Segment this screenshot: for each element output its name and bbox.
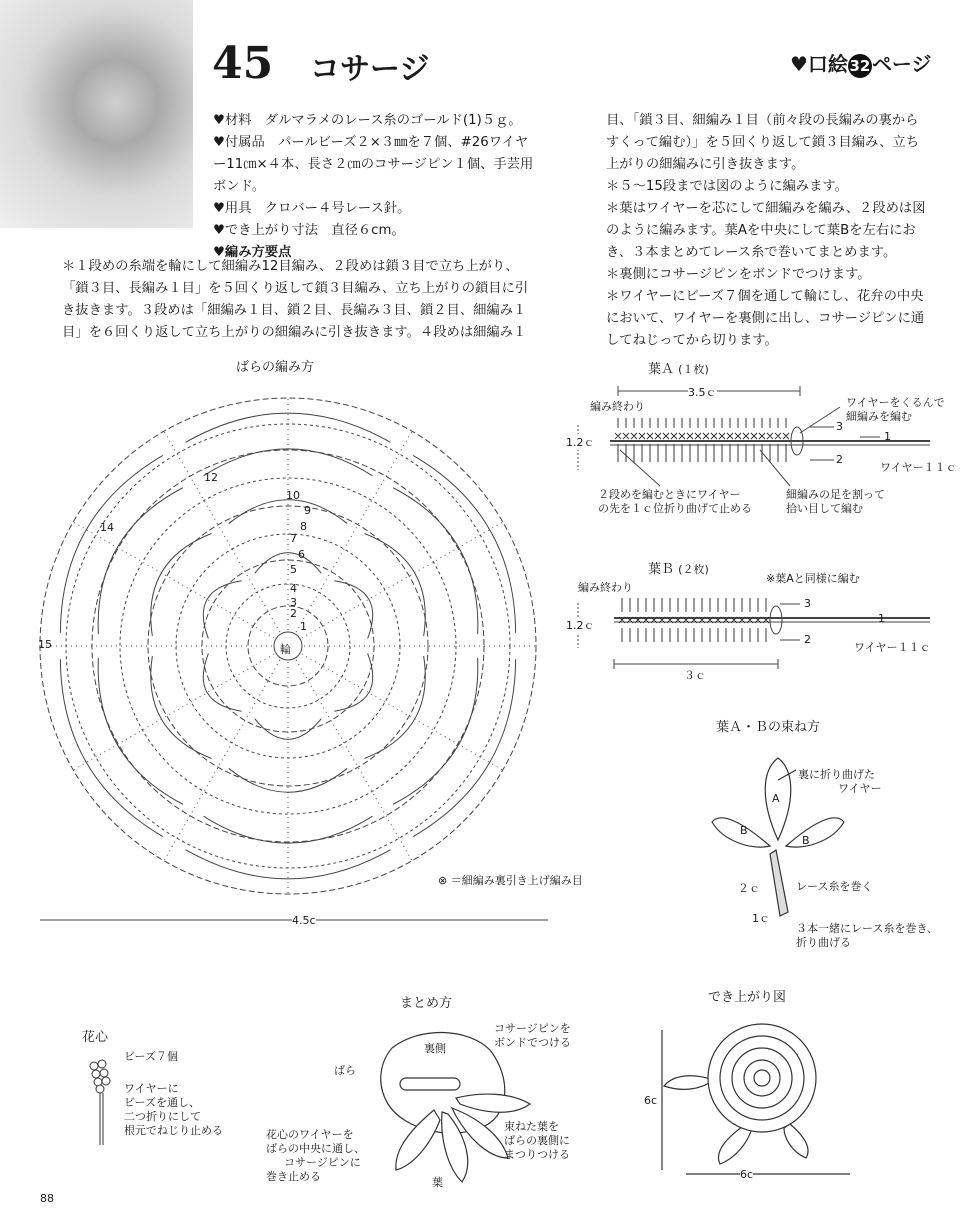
finished-title: でき上がり図 bbox=[708, 990, 787, 1005]
leaf-b-title: 葉Ｂ (２枚) bbox=[648, 562, 709, 577]
leaf-b-height: 1.2ｃ bbox=[566, 619, 595, 632]
assembly-rose: ばら bbox=[334, 1064, 356, 1077]
row-8: 8 bbox=[300, 520, 307, 533]
leaf-a-end: 編み終わり bbox=[590, 400, 645, 413]
leaf-b-diagram bbox=[578, 598, 930, 669]
assembly-leaves3: まつりつける bbox=[504, 1148, 570, 1161]
bundle-title: 葉Ａ・Ｂの束ね方 bbox=[716, 720, 821, 735]
row-3: 3 bbox=[290, 596, 297, 609]
core-t3: 二つ折りにして bbox=[124, 1110, 201, 1123]
bundle-fold2: ワイヤー bbox=[838, 782, 882, 795]
leaf-a-note2b: 拾い目して編む bbox=[786, 502, 863, 515]
leaf-a-wrap: ワイヤーをくるんで bbox=[846, 396, 945, 409]
assembly-wire2: ばらの中央に通し、 bbox=[266, 1142, 365, 1155]
leaf-a-title: 葉Ａ (１枚) bbox=[648, 362, 709, 377]
leaf-b-note: ※葉Aと同様に編む bbox=[766, 572, 860, 585]
assembly-pin: コサージピンを bbox=[494, 1022, 571, 1035]
core-t2: ビーズを通し、 bbox=[124, 1096, 201, 1109]
assembly-leaf: 葉 bbox=[432, 1176, 443, 1189]
leaf-b-end: 編み終わり bbox=[578, 581, 633, 594]
leaf-a-r2: 2 bbox=[836, 453, 843, 466]
row-7: 7 bbox=[290, 532, 297, 545]
leaf-a-r1: 1 bbox=[884, 430, 891, 443]
assembly-leaves: 束ねた葉を bbox=[504, 1120, 559, 1133]
row-10: 10 bbox=[286, 489, 300, 502]
row-2: 2 bbox=[290, 607, 297, 620]
leaf-a-width: 3.5ｃ bbox=[688, 386, 717, 399]
core-diagram bbox=[90, 1060, 110, 1145]
bundle-d2: ２ｃ bbox=[738, 882, 760, 895]
assembly-pin2: ボンドでつける bbox=[494, 1036, 571, 1049]
rose-legend: ⊗ ＝細編み裏引き上げ編み目 bbox=[438, 874, 583, 887]
assembly-leaves2: ばらの裏側に bbox=[504, 1134, 570, 1147]
assembly-wire1: 花心のワイヤーを bbox=[266, 1128, 354, 1141]
leaf-b-r2: 2 bbox=[804, 633, 811, 646]
row-5: 5 bbox=[290, 563, 297, 576]
assembly-wire4: 巻き止める bbox=[266, 1170, 321, 1183]
finished-height: 6c bbox=[644, 1094, 658, 1107]
leaf-a-wrap2: 細編みを編む bbox=[846, 410, 912, 423]
row-1: 1 bbox=[300, 620, 307, 633]
bundle-b-left: B bbox=[740, 824, 748, 837]
bundle-lace: レース糸を巻く bbox=[796, 880, 873, 893]
pattern-number: 45 bbox=[212, 38, 274, 89]
leaf-a-note1: ２段めを編むときにワイヤー bbox=[598, 488, 741, 501]
pattern-title: コサージ bbox=[310, 52, 430, 87]
finished-width: 6c bbox=[740, 1168, 754, 1181]
core-title: 花心 bbox=[82, 1030, 109, 1045]
leaf-a-wire: ワイヤー１１ｃ bbox=[880, 461, 957, 474]
bundle-tie2: 折り曲げる bbox=[796, 936, 851, 949]
assembly-wire3: コサージピンに bbox=[284, 1156, 361, 1169]
row-4: 4 bbox=[290, 582, 297, 595]
instructions-left: ＊１段めの糸端を輪にして細編み12目編み、２段めは鎖３目で立ち上がり、 「鎖３目、長編み１目」を５回くり返して鎖３目編み、立ち上がりの鎖目に引 き抜きます。３段めは「細編み１目、鎖２目、長編み３目、鎖２目、細編み１ 目」を６回くり返して立ち上がりの細編みに引き抜きます。４段めは細編み１ bbox=[62, 259, 529, 340]
leaf-a-r3: 3 bbox=[836, 420, 843, 433]
leaf-b-width: ３ｃ bbox=[684, 669, 706, 682]
bundle-a: A bbox=[772, 792, 780, 805]
row-12: 12 bbox=[204, 471, 218, 484]
instructions-right: 目、「鎖３目、細編み１目（前々段の長編みの裏から すくって編む）」を５回くり返して鎖３目編み、立ち 上がりの細編みに引き抜きます。 ＊５〜15段までは図のように編みます。 ＊葉はワイヤーを芯にして細編みを編み、２段めは図 のように編みます。葉Aを中央にして葉Bを左右にお き、３本まとめてレース糸で巻いてまとめます。 ＊裏側にコサージピンをボンドでつけます。 ＊ワイヤーにビーズ７個を通して輪にし、花弁の中央 において、ワイヤーを裏側に出し、コサージピンに通 してねじってから切ります。 bbox=[606, 113, 926, 348]
bundle-d1: 1ｃ bbox=[752, 912, 770, 925]
core-t4: 根元でねじり止める bbox=[124, 1124, 223, 1137]
assembly-back: 裏側 bbox=[424, 1042, 446, 1055]
rose-center-label: 輪 bbox=[280, 643, 291, 656]
leaf-a-height: 1.2ｃ bbox=[566, 436, 595, 449]
leaf-b-r3: 3 bbox=[804, 597, 811, 610]
row-6: 6 bbox=[298, 548, 305, 561]
materials-block: ♥材料 ダルマラメのレース糸のゴールド(1)５ｇ。 ♥付属品 パールビーズ２×３㎜を７個、#26ワイヤ ー11㎝×４本、長さ２㎝のコサージピン１個、手芸用 ボンド。 ♥用具 クロバー４号レース針。 ♥でき上がり寸法 直径６cm。 ♥編み方要点 bbox=[213, 113, 534, 260]
ref-page-badge: 32 bbox=[848, 54, 872, 78]
row-15: 15 bbox=[38, 638, 52, 651]
bundle-b-right: B bbox=[802, 834, 810, 847]
leaf-a-note2: 細編みの足を割って bbox=[786, 488, 885, 501]
row-14: 14 bbox=[100, 521, 114, 534]
bundle-fold: 裏に折り曲げた bbox=[798, 768, 875, 781]
finished-diagram bbox=[662, 1024, 850, 1174]
leaf-b-r1: 1 bbox=[878, 612, 885, 625]
core-beads: ビーズ７個 bbox=[124, 1050, 179, 1063]
legend-icon: ⊗ bbox=[438, 874, 451, 887]
core-t1: ワイヤーに bbox=[124, 1082, 179, 1095]
page-reference: ♥口絵 32ページ bbox=[790, 52, 932, 76]
leaf-b-wire: ワイヤー１１ｃ bbox=[854, 641, 931, 654]
rose-title: ばらの編み方 bbox=[236, 360, 315, 375]
assembly-title: まとめ方 bbox=[400, 996, 453, 1011]
leaf-a-note1b: の先を１ｃ位折り曲げて止める bbox=[598, 502, 752, 515]
bundle-tie: ３本一緒にレース糸を巻き、 bbox=[796, 922, 939, 935]
rose-size: 4.5c bbox=[292, 914, 316, 927]
page-number: 88 bbox=[40, 1192, 54, 1205]
row-9: 9 bbox=[304, 504, 311, 517]
